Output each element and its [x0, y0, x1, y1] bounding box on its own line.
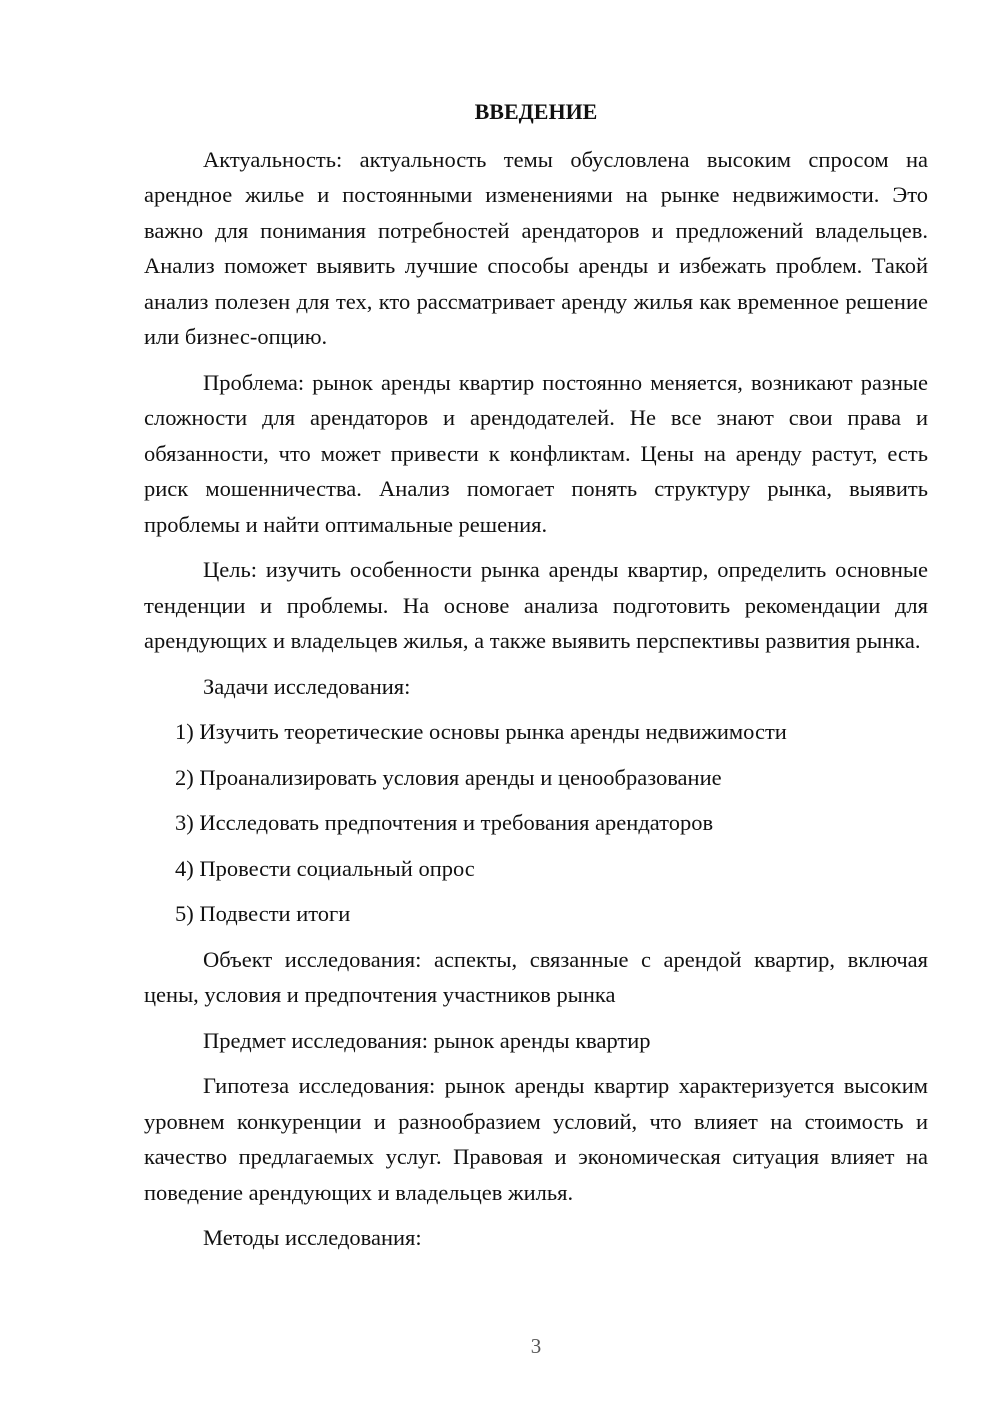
section-title: ВВЕДЕНИЕ [474, 99, 598, 124]
task-item-2: 2) Проанализировать условия аренды и ценообразование [175, 764, 722, 790]
subject-paragraph: Предмет исследования: рынок аренды квартир [203, 1027, 651, 1053]
relevance-paragraph: Актуальность: актуальность темы обусловлена высоким спросом на арендное жилье и постоянными изменениями на рынке недвижимости. Это важно для понимания потребностей арендаторов и предложений владельцев. Анализ поможет выявить лучшие способы аренды и избежать проблем. Такой анализ полезен для тех, кто рассматривает аренду жилья как временное решение или бизнес-опцию. [144, 146, 928, 349]
hypothesis-paragraph: Гипотеза исследования: рынок аренды квартир характеризуется высоким уровнем конкуренции и разнообразием условий, что влияет на стоимость и качество предлагаемых услуг. Правовая и экономическая ситуация влияет на поведение арендующих и владельцев жилья. [144, 1073, 928, 1205]
task-item-4: 4) Провести социальный опрос [175, 855, 475, 881]
goal-paragraph: Цель: изучить особенности рынка аренды квартир, определить основные тенденции и проблемы. На основе анализа подготовить рекомендации для арендующих и владельцев жилья, а также выявить перспективы развития рынка. [144, 557, 928, 653]
task-item-5: 5) Подвести итоги [175, 901, 351, 926]
task-item-3: 3) Исследовать предпочтения и требования арендаторов [175, 810, 714, 835]
problem-paragraph: Проблема: рынок аренды квартир постоянно меняется, возникают разные сложности для арендаторов и арендодателей. Не все знают свои права и обязанности, что может привести к конфликтам. Цены на аренду растут, есть риск мошенничества. Анализ помогает понять структуру рынка, выявить проблемы и найти оптимальные решения. [144, 369, 928, 537]
task-item-1: 1) Изучить теоретические основы рынка аренды недвижимости [175, 719, 787, 744]
page-content [144, 94, 928, 1266]
tasks-heading: Задачи исследования: [203, 673, 411, 699]
methods-heading: Методы исследования: [203, 1225, 422, 1250]
object-paragraph: Объект исследования: аспекты, связанные с арендой квартир, включая цены, условия и предпочтения участников рынка [144, 946, 928, 1007]
page-number: 3 [530, 1334, 542, 1358]
